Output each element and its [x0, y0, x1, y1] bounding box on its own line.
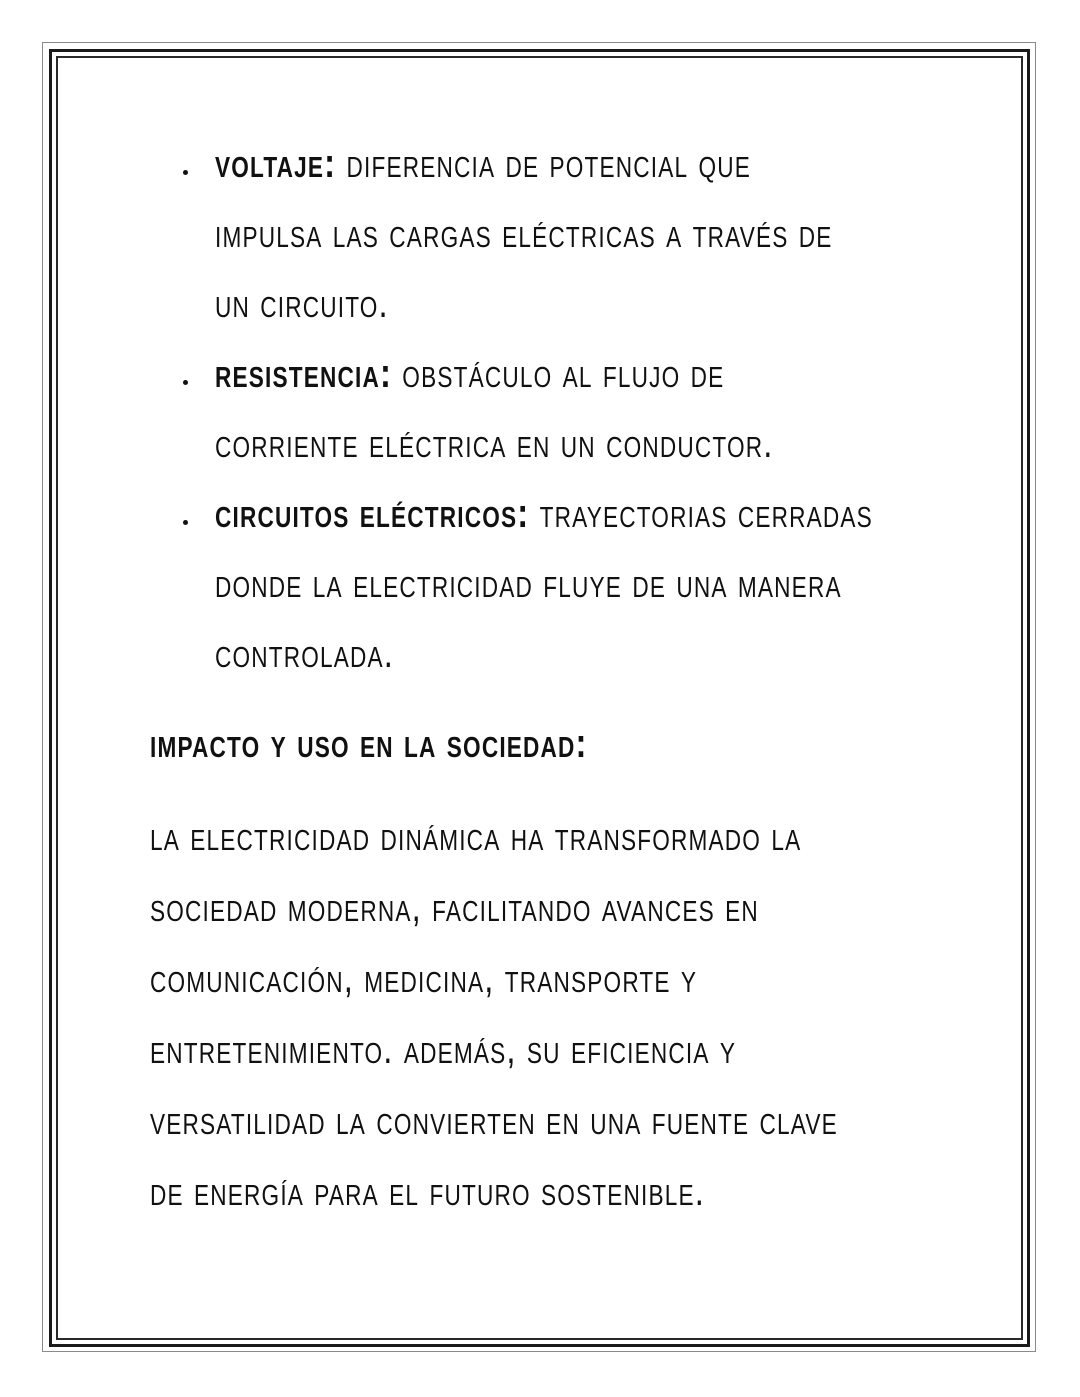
paragraph-line: versatilidad la convierten en una fuente clave: [150, 1096, 838, 1143]
definition-term: resistencia:: [215, 349, 393, 396]
definition-list: [175, 128, 1058, 688]
definition-item-resistencia: [175, 338, 1058, 478]
bullet-icon: [183, 380, 188, 385]
definition-item-circuitos: [175, 478, 1058, 688]
paragraph-line: de energía para el futuro sostenible.: [150, 1167, 706, 1214]
section-heading: impacto y uso en la sociedad:: [150, 719, 588, 766]
definition-item-voltaje: [175, 128, 1058, 338]
definition-text: trayectorias cerradas: [539, 489, 873, 536]
definition-line: impulsa las cargas eléctricas a través de: [215, 209, 833, 256]
definition-text: diferencia de potencial que: [346, 139, 752, 186]
paragraph-line: sociedad moderna, facilitando avances en: [150, 883, 759, 930]
definition-line: corriente eléctrica en un conductor.: [215, 419, 774, 466]
bullet-icon: [183, 170, 188, 175]
definition-line: [215, 338, 873, 408]
definition-term: circuitos eléctricos:: [215, 489, 530, 536]
body-paragraph: [150, 800, 1032, 1226]
definition-text: obstáculo al flujo de: [402, 349, 725, 396]
definition-line: [215, 478, 873, 548]
bullet-icon: [183, 520, 188, 525]
definition-line: [215, 128, 873, 198]
paragraph-line: comunicación, medicina, transporte y: [150, 954, 698, 1001]
definition-line: controlada.: [215, 629, 395, 676]
paragraph-line: la electricidad dinámica ha transformado la: [150, 812, 802, 859]
definition-term: voltaje:: [215, 139, 337, 186]
paragraph-line: entretenimiento. además, su eficiencia y: [150, 1025, 737, 1072]
definition-line: un circuito.: [215, 279, 389, 326]
definition-line: donde la electricidad fluye de una manera: [215, 559, 842, 606]
